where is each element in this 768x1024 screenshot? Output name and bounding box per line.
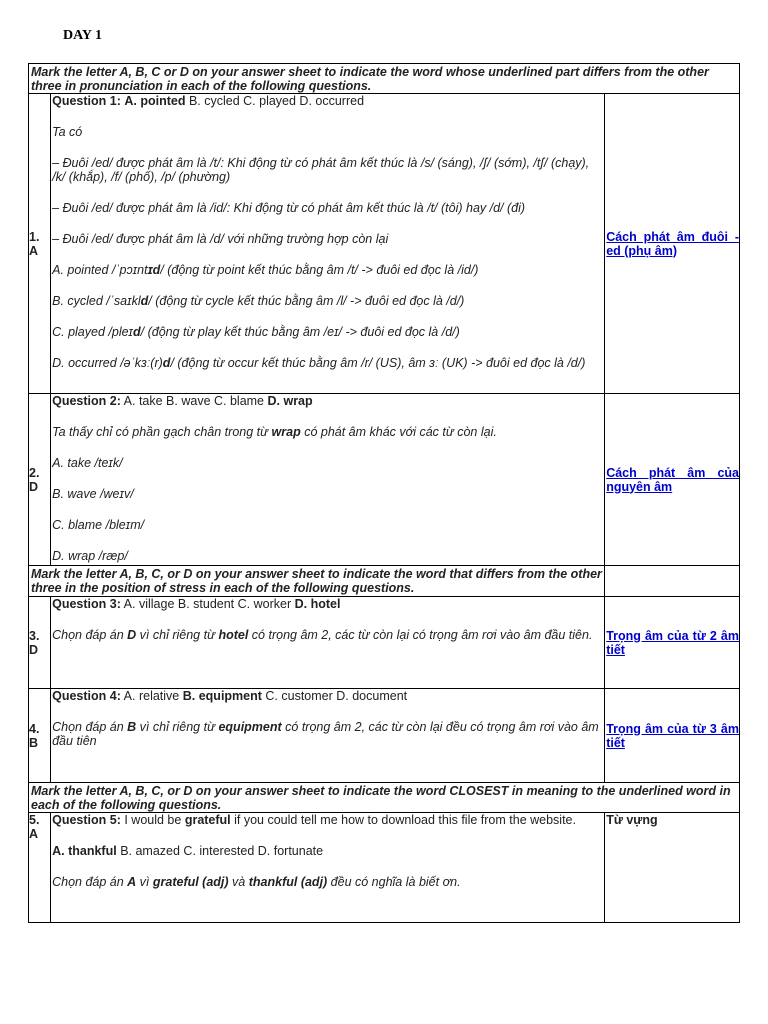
answer-key: 4. B	[29, 689, 51, 783]
vocabulary-label: Từ vựng	[605, 813, 740, 923]
answer-key: 5. A	[29, 813, 51, 923]
question-cell: Question 2: A. take B. wave C. blame D. wrap Ta thấy chỉ có phần gạch chân trong từ wrap có phát âm khác với các từ còn lại. A. take /teɪk/ B. wave /weɪv/ C. blame /bleɪm/ D. wrap /ræp/	[51, 394, 605, 566]
section-header-pronunciation	[29, 64, 740, 94]
link-stress-3-syllable[interactable]: Trọng âm của từ 3 âm tiết	[605, 689, 740, 783]
section-header-closest	[29, 783, 740, 813]
question-row-1	[29, 94, 740, 394]
question-cell: Question 5: I would be grateful if you could tell me how to download this file from the website. A. thankful B. amazed C. interested D. fortunate Chọn đáp án A vì grateful (adj) và thankful (adj) đều có nghĩa là biết ơn.	[51, 813, 605, 923]
question-row-3	[29, 597, 740, 689]
question-row-4	[29, 689, 740, 783]
answer-table	[28, 63, 740, 923]
page-title: DAY 1	[63, 28, 103, 43]
answer-key: 1. A	[29, 94, 51, 394]
link-stress-2-syllable[interactable]: Trọng âm của từ 2 âm tiết	[605, 597, 740, 689]
section-instruction: Mark the letter A, B, C, or D on your answer sheet to indicate the word CLOSEST in meaning to the underlined word in each of the following questions.	[29, 783, 740, 813]
link-ed-pronunciation[interactable]: Cách phát âm đuôi -ed (phụ âm)	[605, 94, 740, 394]
question-row-5	[29, 813, 740, 923]
answer-key: 2. D	[29, 394, 51, 566]
question-cell: Question 4: A. relative B. equipment C. customer D. document Chọn đáp án B vì chỉ riêng từ equipment có trọng âm 2, các từ còn lại đều có trọng âm rơi vào âm đầu tiên	[51, 689, 605, 783]
section-instruction: Mark the letter A, B, C, or D on your answer sheet to indicate the word that differs from the other three in the position of stress in each of the following questions.	[29, 566, 605, 597]
link-vowel-pronunciation[interactable]: Cách phát âm của nguyên âm	[605, 394, 740, 566]
answer-key: 3. D	[29, 597, 51, 689]
section-header-stress	[29, 566, 740, 597]
question-cell: Question 3: A. village B. student C. worker D. hotel Chọn đáp án D vì chỉ riêng từ hotel có trọng âm 2, các từ còn lại có trọng âm rơi vào âm đầu tiên.	[51, 597, 605, 689]
section-instruction: Mark the letter A, B, C or D on your answer sheet to indicate the word whose underlined part differs from the other three in pronunciation in each of the following questions.	[29, 64, 740, 94]
question-cell: Question 1: A. pointed B. cycled C. played D. occurred Ta có – Đuôi /ed/ được phát âm là /t/: Khi động từ có phát âm kết thúc là /s/ (sáng), /ʃ/ (sớm), /tʃ/ (chạy), /k/ (khắp), /f/ (phố), /p/ (phường) – Đuôi /ed/ được phát âm là /id/: Khi động từ có phát âm kết thúc là /t/ (tôi) hay /d/ (đi) – Đuôi /ed/ được phát âm là /d/ với những trường hợp còn lại A. pointed /ˈpɔɪntɪd/ (động từ point kết thúc bằng âm /t/ -> đuôi ed đọc là /id/) B. cycled /ˈsaɪkld/ (động từ cycle kết thúc bằng âm /l/ -> đuôi ed đọc là /d/) C. played /pleɪd/ (động từ play kết thúc bằng âm /eɪ/ -> đuôi ed đọc là /d/) D. occurred /əˈkɜː(r)d/ (động từ occur kết thúc bằng âm /r/ (US), âm ɜː (UK) -> đuôi ed đọc là /d/)	[51, 94, 605, 394]
question-row-2	[29, 394, 740, 566]
